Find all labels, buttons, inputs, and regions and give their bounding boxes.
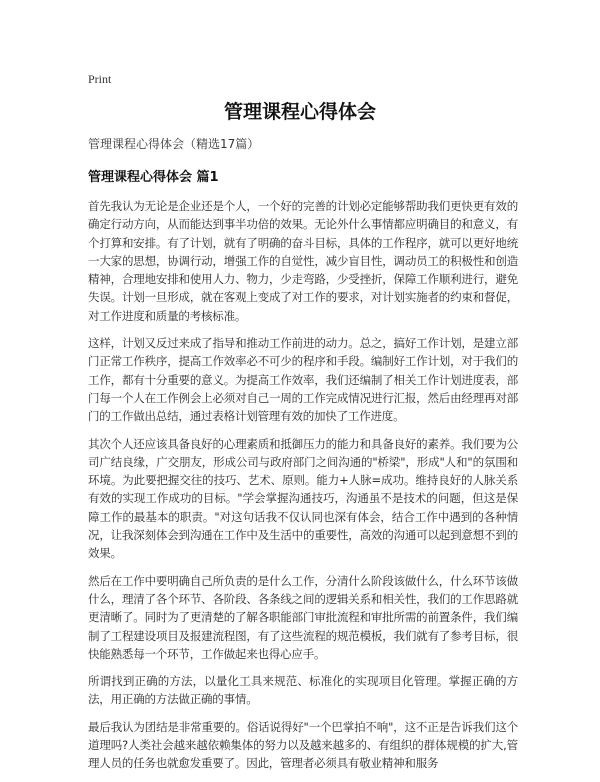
document-title: 管理课程心得体会 [223, 101, 376, 123]
paragraph-2: 这样，计划又反过来成了指导和推动工作前进的动力。总之，搞好工作计划，是建立部门正常工作秩序，提高工作效率必不可少的程序和手段。编制好工作计划，对于我们的工作，都有十分重要的意义。为提高工作效率，我们还编制了相关工作计划进度表，部门每一个人在工作例会上必须对自己一周的工作完成情况进行汇报，然后由经理再对部门的工作做出总结，通过表格计划管理有效的加快了工作进度。 [88, 336, 518, 424]
paragraph-5: 所谓找到正确的方法，以量化工具来规范、标准化的实现项目化管理。掌握正确的方法，用正确的方法做正确的事情。 [88, 674, 518, 707]
paragraph-4: 然后在工作中要明确自己所负责的是什么工作，分清什么阶段该做什么，什么环节该做什么，理清了各个环节、各阶段、各条线之间的逻辑关系和相关性，我们的工作思路就更清晰了。同时为了更清楚的了解各职能部门审批流程和审批所需的前置条件，我们编制了工程建设项目及报建流程图，有了这些流程的规范模板，我们就有了参考目标，很快能熟悉每一个环节，工作做起来也得心应手。 [88, 573, 518, 661]
document-subtitle: 管理课程心得体会（精选17篇） [88, 137, 260, 151]
document-body [88, 135, 518, 782]
print-link[interactable]: Print [88, 72, 112, 86]
paragraph-1: 首先我认为无论是企业还是个人，一个好的完善的计划必定能够帮助我们更快更有效的确定行动方向，从而能达到事半功倍的效果。无论外什么事情都应明确目的和意义，有个打算和安排。有了计划，就有了明确的奋斗目标，具体的工作程序，就可以更好地统一大家的思想，协调行动，增强工作的自觉性，减少盲目性，调动员工的积极性和创造精神，合理地安排和使用人力、物力，少走弯路，少受挫折，保障工作顺利进行，避免失误。计划一旦形成，就在客观上变成了对工作的要求，对计划实施者的约束和督促，对工作进度和质量的考核标准。 [88, 199, 518, 323]
section-heading: 管理课程心得体会 篇1 [88, 170, 219, 185]
paragraph-3: 其次个人还应该具备良好的心理素质和抵御压力的能力和具备良好的素养。我们要为公司广结良缘，广交朋友，形成公司与政府部门之间沟通的"桥梁"，形成"人和"的氛围和环境。为此要把握交往的技巧、艺术、原则。能力+人脉=成功。维持良好的人脉关系有效的实现工作成功的目标。"学会掌握沟通技巧，沟通虽不是技术的问题，但这是保障工作的最基本的职责。"对这句话我不仅认同也深有体会，结合工作中遇到的各种情况，让我深刻体会到沟通在工作中及生活中的重要性，高效的沟通可以起到意想不到的效果。 [88, 436, 518, 561]
paragraph-6: 最后我认为团结是非常重要的。俗话说得好"一个巴掌拍不响"，这不正是告诉我们这个道理吗?人类社会越来越依赖集体的努力以及越来越多的、有组织的群体规模的扩大,管理人员的任务也就愈发重要了。因此，管理者必须具有敬业精神和服务 [88, 719, 518, 771]
